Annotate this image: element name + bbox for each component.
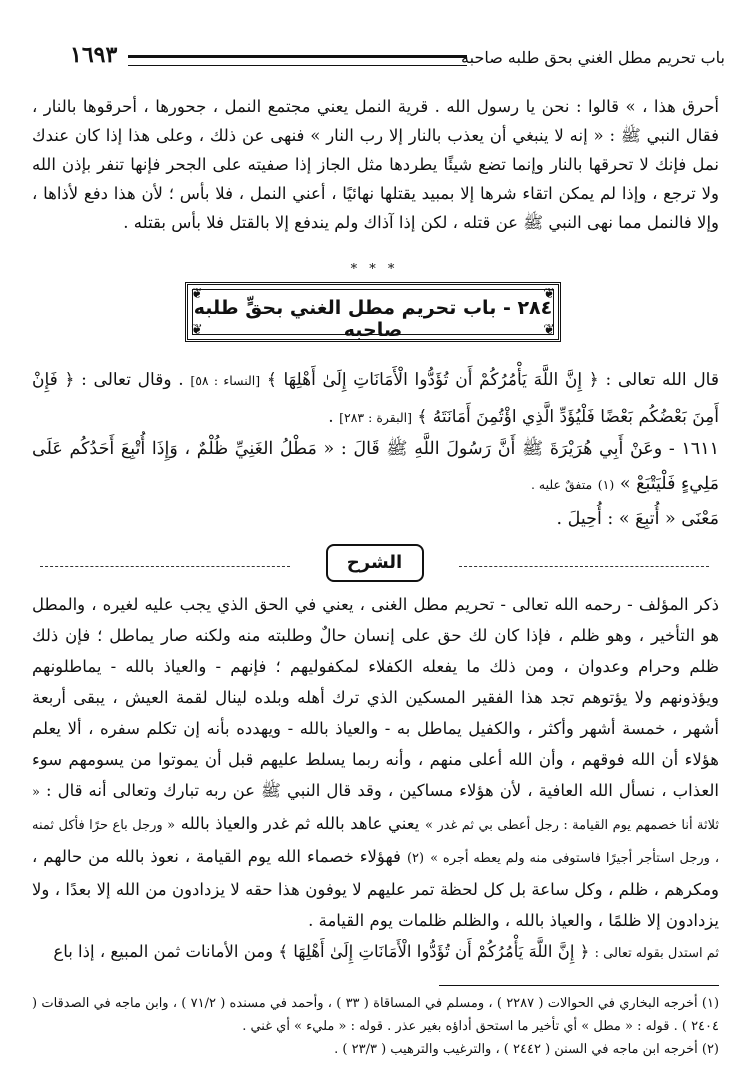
intro-paragraph: أحرق هذا ، » قالوا : نحن يا رسول الله . قرية النمل يعني مجتمع النمل ، جحورها ، أحرقوها بالنار ، فقال النبي ﷺ : « إنه لا ينبغي أن يعذب بالنار إلا رب النار » فنهى عن ذلك ، وعلى هذا إذا كان عندك نمل فإنك لا تحرقها بالنار وإنما تضع شيئًا يطردها مثل الجاز إذا صفيته على الجحر فإنها تنفر بإذن الله ولا ترجع ، وإذا لم يمكن اتقاء شرها إلا بمبيد يقتلها نهائيًا ، أعني النمل ، فلا بأس ؛ لأن هذا دفع لأذاها ، وإلا فالنمل مما نهى النبي ﷺ عن قتله ، لكن إذا آذاك ولم يندفع إلا بالقتل فلا بأس بقتله . [32,97,719,232]
quran-verses [32,362,719,436]
word-meaning: مَعْنَى « أُتبِعَ » : أُحِيلَ . [556,509,719,529]
hadith-text: ١٦١١ - وعَنْ أَبِي هُرَيْرَةَ ﷺ أَنَّ رَسُولَ اللَّهِ ﷺ قَالَ : « مَطْلُ الغَنِيِّ ظُلْمٌ ، وَإِذَا أُتْبِعَ أَحَدُكُم عَلَى مَلِيءٍ فَلْيَتْبَعْ » [32,439,719,494]
footnote-rule [439,985,719,986]
sharh-main: ذكر المؤلف - رحمه الله تعالى - تحريم مطل الغنى ، يعني في الحق الذي يجب عليه لغيره ، والمطل هو التأخير ، وهو ظلم ، فإذا كان لك حق على إنسان حالٌ وطلبته منه ولكنه صار يماطل ؛ فإن ذلك ظلم وحرام وعدوان ، ومن ذلك ما يفعله الكفلاء لمكفوليهم ؛ فإنهم - والعياذ بالله - يماطلونهم ويؤذونهم ولا يؤتوهم تجد هذا الفقير المسكين الذي ترك أهله وبلده لينال لقمة العيش ، يبقى أربعة أشهر ، خمسة أشهر وأكثر ، والكفيل يماطل به - والعياذ بالله - ويهدده بأنه إن تكلم سفره ، ألا يعلم هؤلاء أن الله فوقهم ، وأن الله أعلى منهم ، وأنه ربما يسلط عليهم قبل أن يموتوا من يسومهم سوء العذاب ، نسأل الله العافية ، لأن هؤلاء مساكين ، وقد قال النبي ﷺ عن ربه تبارك وتعالى أنه قال : [32,595,719,800]
corner-ornament-icon: ❦ [543,322,555,338]
verse-ref-1: [النساء : ٥٨] [190,373,261,388]
verse-text-2: . وقال تعالى : ﴿ فَإِنْ أَمِنَ بَعْضُكُم بَعْضًا فَلْيُؤَدِّ الَّذِي اؤْتُمِنَ أَمَانَتَهُ ﴾ [32,370,719,427]
running-title: باب تحريم مطل الغني بحق طلبه صاحبه [461,48,725,67]
sharh-heading: الشرح [326,544,424,582]
header-rule [128,55,467,66]
running-header [70,44,725,74]
agreed-upon: متفقٌ عليه . [530,477,593,492]
footnote-mark-1: (١) [597,477,615,492]
hadith-block [32,432,719,537]
footnotes [32,992,719,1061]
verse-end: . [328,407,334,427]
verse-ref-2: [البقرة : ٢٨٣] [339,410,413,425]
footnote-1: (١) أخرجه البخاري في الحوالات ( ٢٢٨٧ ) ، ومسلم في المساقاة ( ٣٣ ) ، وأحمد في مسنده ( ٧١/٢ ) ، وابن ماجه في الصدقات ( ٢٤٠٤ ) . قوله : « مطل » أي تأخير ما استحق أداؤه بغير عذر . قوله : « مليء » أي غني . [32,996,720,1034]
sharh-after-quote: يعني عاهد بالله ثم غدر والعياذ بالله [180,814,420,833]
heading-rule [40,566,290,567]
corner-ornament-icon: ❦ [191,286,203,302]
footnote-mark-2: (٢) [406,851,425,866]
sharh-last-line: ﴿ إِنَّ اللَّهَ يَأْمُرُكُمْ أَن تُؤَدُّوا الْأَمَانَاتِ إِلَىٰ أَهْلِهَا ﴾ ومن الأمانات ثمن المبيع ، إذا باع [53,942,590,961]
corner-ornament-icon: ❦ [543,286,555,302]
heading-rule [459,566,709,567]
page-number: ١٦٩٣ [70,42,118,68]
sharh-last-intro: ثم استدل بقوله تعالى : [594,946,719,961]
sharh-heading-row [40,544,709,584]
corner-ornament-icon: ❦ [191,322,203,338]
chapter-title: ٢٨٤ - باب تحريم مطل الغني بحقٍّ طلبه صاحبه [193,297,553,341]
sharh-rest: فهؤلاء خصماء الله يوم القيامة ، نعوذ بالله من حالهم ، ومكرهم ، ظلم ، وكل ساعة بل كل لحظة تمر عليهم لا يوفون هذا حقه لا يزدادون من الله إلا بعدًا ، ولا يزدادون إلا ظلمًا ، والعياذ بالله ، والظلم ظلمات يوم القيامة . [32,847,719,930]
verse-text-1: قال الله تعالى : ﴿ إِنَّ اللَّهَ يَأْمُرُكُمْ أَن تُؤَدُّوا الْأَمَانَاتِ إِلَىٰ أَهْلِهَا ﴾ [266,370,719,390]
sharh-text [32,589,719,969]
chapter-title-frame [185,282,561,342]
section-separator: * * * [350,262,399,277]
footnote-2: (٢) أخرجه ابن ماجه في السنن ( ٢٤٤٢ ) ، والترغيب والترهيب ( ٢٣/٣ ) . [334,1042,719,1057]
sharh-quote-2: « ورجل باع حرًا فأكل ثمنه ، ورجل استأجر أجيرًا فاستوفى منه ولم يعطه أجره » [32,818,720,866]
sharh-quote-1: « ثلاثة أنا خصمهم يوم القيامة : رجل أعطى بي ثم غدر » [32,785,720,833]
